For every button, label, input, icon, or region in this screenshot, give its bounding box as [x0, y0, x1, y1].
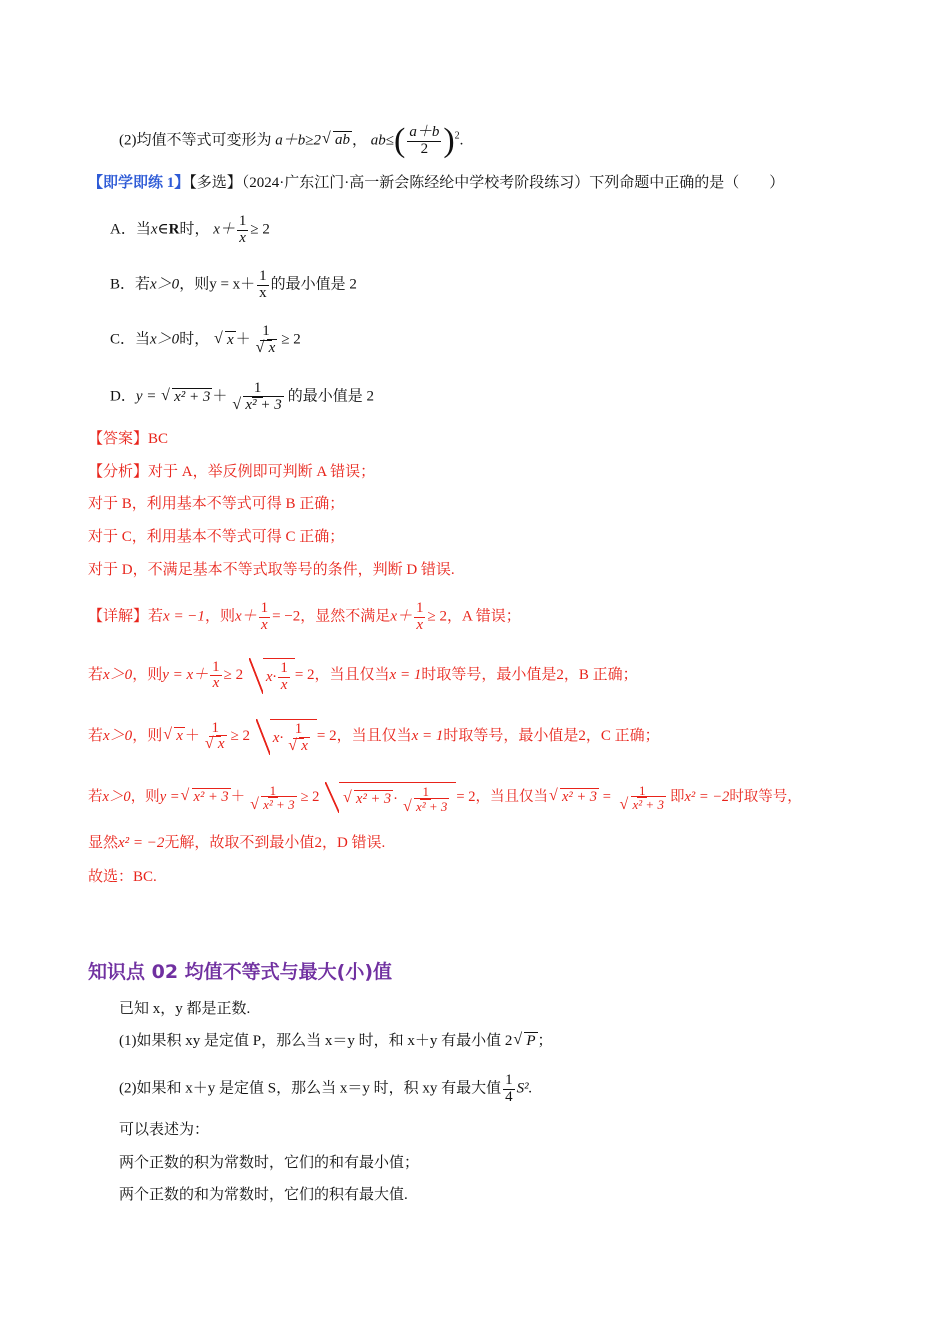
- section-p3: (2)如果和 x＋y 是定值 S，那么当 x＝y 时，积 xy 有最大值 $\frac{1}{4}$ S².: [119, 1072, 533, 1105]
- detail-conclusion: 故选：BC.: [88, 869, 157, 885]
- intro-formula: (2)均值不等式可变形为 a＋b≥2√ ab ， ab≤( $\frac{a+b}{2}$ )$^2$.: [119, 124, 463, 158]
- option-b-fraction: $\frac{1}{x}$: [259, 268, 267, 301]
- detail-3-sqrt: x· 1 √ x: [256, 719, 317, 755]
- section-p2: (1)如果积 xy 是定值 P，那么当 x＝y 时，和 x＋y 有最小值 2√ P ；: [119, 1031, 553, 1051]
- detail-line-4: 若x＞0，则y =√ x² + 3 ＋ 1 √ x² + 3 ≥ 2 √ x² + 3 · 1 √ x² + 3 = 2，当且仅当√ x² + 3 = 1 √ x² + 3 即x² = −2时取等号，: [88, 782, 802, 813]
- exercise-type: 【多选】: [189, 175, 242, 191]
- intro-expr2: ab≤: [370, 132, 394, 149]
- section-p1: 已知 x，y 都是正数.: [119, 1001, 251, 1017]
- option-a: A．当x∈R时， x＋ $\frac{1}{x}$ ≥ 2: [110, 213, 270, 246]
- analysis-line-3: 对于 C，利用基本不等式可得 C 正确；: [88, 529, 345, 545]
- sqrt-x: √ x: [215, 330, 236, 350]
- detail-line-3: 若x＞0，则√ x ＋ 1 √ x ≥ 2 x· 1 √ x = 2，当且仅当x = 1时取等号，最小值是2，C 正确；: [88, 719, 660, 755]
- sqrt-p: √ P: [514, 1031, 537, 1051]
- intro-label: (2)均值不等式可变形为: [119, 132, 272, 149]
- exercise-header: [88, 173, 784, 193]
- detail-tag: 【详解】: [88, 608, 149, 625]
- detail-line-1: 【详解】若x = −1，则x＋ $\frac{1}{x}$ = −2，显然不满足x＋ $\frac{1}{x}$ ≥ 2，A 错误；: [88, 600, 521, 633]
- option-b: B．若x＞0，则y = x＋ $\frac{1}{x}$ 的最小值是 2: [110, 268, 357, 301]
- detail-line-2: 若x＞0，则y = x＋ $\frac{1}{x}$ ≥ 2 x· $\frac{1}{x}$ = 2，当且仅当x = 1时取等号，最小值是2，B 正确；: [88, 658, 638, 693]
- exercise-question: （2024·广东江门·高一新会陈经纶中学校考阶段练习）下列命题中正确的是（ ）: [241, 175, 785, 191]
- answer-value: BC: [148, 431, 169, 447]
- intro-expr1: a＋b≥2: [275, 132, 321, 149]
- option-d: D．y = √ x² + 3 ＋ 1 √ x² + 3 的最小值是 2: [110, 381, 374, 414]
- option-c: C．当x＞0时， √ x ＋ 1 √ x ≥ 2: [110, 324, 301, 357]
- detail-line-5: 显然x² = −2无解，故取不到最小值2，D 错误.: [88, 835, 386, 851]
- section-p5: 两个正数的积为常数时，它们的和有最小值；: [119, 1155, 420, 1171]
- sqrt-x2-3: √ x² + 3: [162, 387, 212, 407]
- analysis-line-4: 对于 D，不满足基本不等式取等号的条件，判断 D 错误.: [88, 562, 455, 578]
- answer-tag: 【答案】: [88, 431, 149, 447]
- quarter-fraction: $\frac{1}{4}$: [505, 1072, 513, 1105]
- sqrt-ab: √ ab: [323, 130, 352, 150]
- section-title: 知识点 02 均值不等式与最大(小)值: [88, 961, 393, 983]
- section-p6: 两个正数的和为常数时，它们的积有最大值.: [119, 1187, 408, 1203]
- analysis-line-1: 【分析】对于 A，举反例即可判断 A 错误；: [88, 464, 376, 480]
- exercise-tag: 【即学即练 1】: [88, 175, 190, 191]
- intro-fraction: $\frac{a+b}{2}$: [409, 123, 440, 157]
- answer: [88, 429, 168, 449]
- analysis-line-2: 对于 B，利用基本不等式可得 B 正确；: [88, 496, 345, 512]
- detail-4-sqrt: √ x² + 3 · 1 √ x² + 3: [325, 782, 456, 813]
- detail-2-sqrt: x· $\frac{1}{x}$: [249, 658, 295, 694]
- analysis-tag: 【分析】: [88, 464, 149, 480]
- option-c-fraction: 1 √ x: [253, 324, 280, 357]
- option-d-fraction: 1 √ x² + 3: [229, 381, 285, 414]
- option-a-fraction: $\frac{1}{x}$: [238, 213, 247, 246]
- section-p4: 可以表述为：: [119, 1122, 210, 1138]
